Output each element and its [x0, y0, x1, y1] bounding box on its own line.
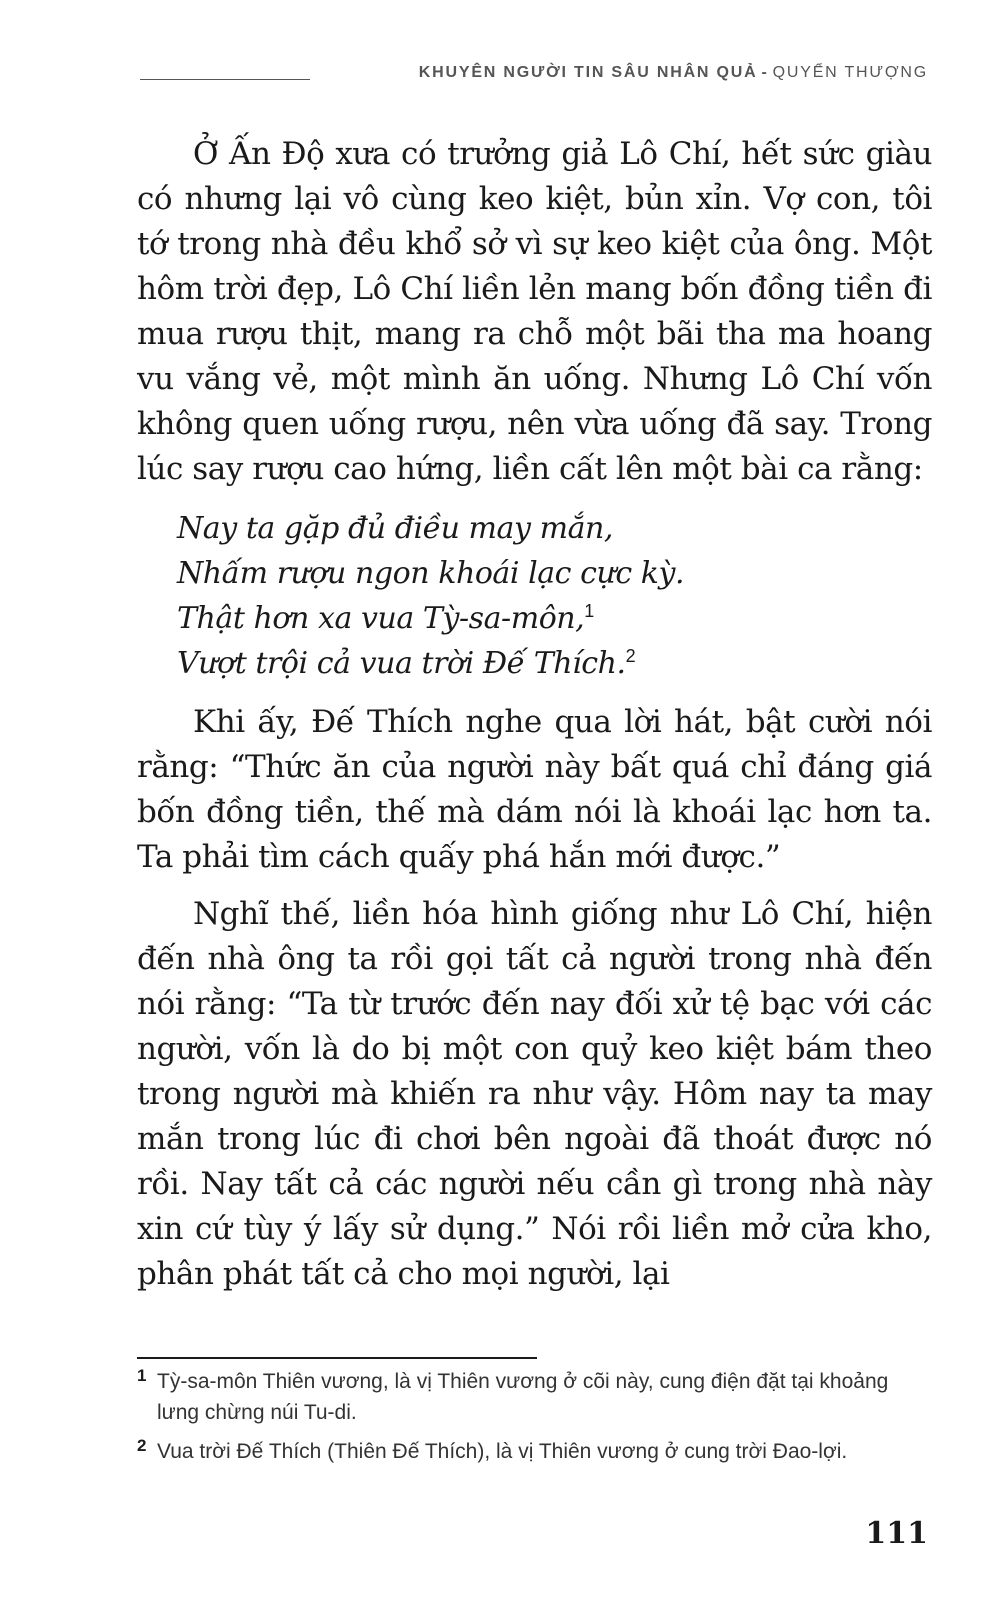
verse-line-3-text: Thật hơn xa vua Tỳ-sa-môn, [177, 601, 585, 636]
verse-line-4 [177, 641, 932, 686]
verse-line-1-text: Nay ta gặp đủ điều may mắn, [177, 511, 613, 546]
verse-line-2-text: Nhấm rượu ngon khoái lạc cực kỳ. [177, 556, 685, 591]
verse-line-1 [177, 506, 932, 551]
footnote-2 [137, 1436, 932, 1467]
page-number: 111 [865, 1516, 928, 1551]
footnote-2-text: Vua trời Đế Thích (Thiên Đế Thích), là vị Thiên vương ở cung trời Đao-lợi. [157, 1440, 848, 1463]
verse-line-2 [177, 551, 932, 596]
running-header [419, 64, 928, 82]
header-rule [140, 79, 310, 80]
footnote-1-text: Tỳ-sa-môn Thiên vương, là vị Thiên vương ở cõi này, cung điện đặt tại khoảng lưng chừng núi Tu-di. [157, 1370, 889, 1424]
verse-line-3 [177, 596, 932, 641]
paragraph-2: Khi ấy, Đế Thích nghe qua lời hát, bật cười nói rằng: “Thức ăn của người này bất quá chỉ đáng giá bốn đồng tiền, thế mà dám nói là khoái lạc hơn ta. Ta phải tìm cách quấy phá hắn mới được.” [137, 704, 932, 875]
paragraph-1: Ở Ấn Độ xưa có trưởng giả Lô Chí, hết sức giàu có nhưng lại vô cùng keo kiệt, bủn xỉn. Vợ con, tôi tớ trong nhà đều khổ sở vì sự keo kiệt của ông. Một hôm trời đẹp, Lô Chí liền lẻn mang bốn đồng tiền đi mua rượu thịt, mang ra chỗ một bãi tha ma hoang vu vắng vẻ, một mình ăn uống. Nhưng Lô Chí vốn không quen uống rượu, nên vừa uống đã say. Trong lúc say rượu cao hứng, liền cất lên một bài ca rằng: [137, 136, 932, 487]
verse-line-4-text: Vượt trội cả vua trời Đế Thích. [177, 646, 626, 681]
footnote-1-number: 1 [137, 1366, 147, 1385]
header-separator: - [761, 64, 769, 81]
book-title: KHUYÊN NGƯỜI TIN SÂU NHÂN QUẢ [418, 64, 758, 81]
paragraph-3: Nghĩ thế, liền hóa hình giống như Lô Chí, hiện đến nhà ông ta rồi gọi tất cả người trong nhà đến nói rằng: “Ta từ trước đến nay đối xử tệ bạc với các người, vốn là do bị một con quỷ keo kiệt bám theo trong người mà khiến ra như vậy. Hôm nay ta may mắn trong lúc đi chơi bên ngoài đã thoát được nó rồi. Nay tất cả các người nếu cần gì trong nhà này xin cứ tùy ý lấy sử dụng.” Nói rồi liền mở cửa kho, phân phát tất cả cho mọi người, lại [137, 896, 932, 1292]
footnote-1 [137, 1366, 932, 1428]
footnote-rule [137, 1357, 537, 1359]
footnotes [137, 1366, 932, 1475]
footnote-2-number: 2 [137, 1436, 147, 1455]
volume-label: QUYỂN THƯỢNG [772, 64, 928, 81]
verse-block [177, 506, 932, 686]
footnote-ref-1[interactable]: 1 [584, 601, 594, 621]
body-text [137, 132, 932, 1309]
footnote-ref-2[interactable]: 2 [625, 646, 636, 666]
